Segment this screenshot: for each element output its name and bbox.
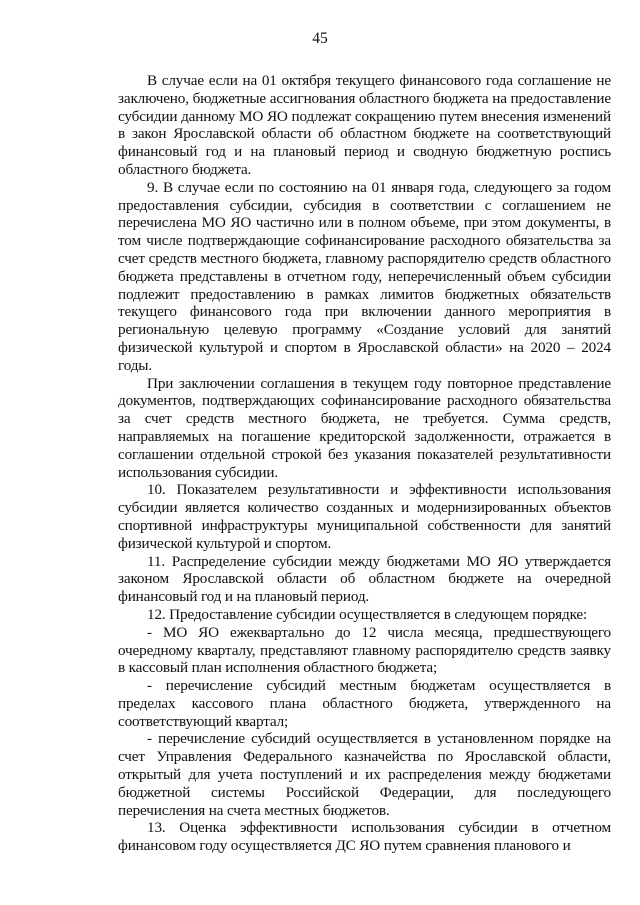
body-text: [118, 72, 611, 855]
paragraph: 10. Показателем результативности и эффективности использования субсидии является количество созданных и модернизированных объектов спортивной инфраструктуры муниципальной собственности для занятий физической культурой и спортом.: [118, 481, 611, 552]
page-number: 45: [312, 30, 328, 47]
paragraph: При заключении соглашения в текущем году повторное представление документов, подтверждающих софинансирование расходного обязательства за счет средств местного бюджета, не требуется. Сумма средств, направляемых на погашение кредиторской задолженности, отражается в соглашении отдельной строкой без указания показателей результативности использования субсидии.: [118, 374, 611, 481]
paragraph: 13. Оценка эффективности использования субсидии в отчетном финансовом году осуществляется ДС ЯО путем сравнения планового и: [118, 819, 611, 855]
list-item: - перечисление субсидий местным бюджетам осуществляется в пределах кассового плана областного бюджета, утвержденного на соответствующий квартал;: [118, 677, 611, 730]
paragraph: 9. В случае если по состоянию на 01 января года, следующего за годом предоставления субсидии, субсидия в соответствии с соглашением не перечислена МО ЯО частично или в полном объеме, при этом документы, в том числе подтверждающие софинансирование расходного обязательства за счет средств местного бюджета, главному распорядителю средств областного бюджета представлены в отчетном году, неперечисленный объем субсидии подлежит предоставлению в рамках лимитов бюджетных обязательств текущего финансового года при включении данного мероприятия в региональную целевую программу «Создание условий для занятий физической культурой и спортом в Ярославской области» на 2020 – 2024 годы.: [118, 178, 611, 374]
list-item: - перечисление субсидий осуществляется в установленном порядке на счет Управления Федерального казначейства по Ярославской области, открытый для учета поступлений и их распределения между бюджетами бюджетной системы Российской Федерации, для последующего перечисления на счета местных бюджетов.: [118, 730, 611, 819]
list-item: - МО ЯО ежеквартально до 12 числа месяца, предшествующего очередному кварталу, представляют главному распорядителю средств заявку в кассовый план исполнения областного бюджета;: [118, 623, 611, 677]
paragraph: В случае если на 01 октября текущего финансового года соглашение не заключено, бюджетные ассигнования областного бюджета на предоставление субсидии данному МО ЯО подлежат сокращению путем внесения изменений в закон Ярославской области об областном бюджете на соответствующий финансовый год и на плановый период и сводную бюджетную роспись областного бюджета.: [118, 72, 611, 178]
paragraph: 11. Распределение субсидии между бюджетами МО ЯО утверждается законом Ярославской области об областном бюджете на очередной финансовый год и на плановый период.: [118, 552, 611, 606]
paragraph: 12. Предоставление субсидии осуществляется в следующем порядке:: [147, 605, 588, 623]
